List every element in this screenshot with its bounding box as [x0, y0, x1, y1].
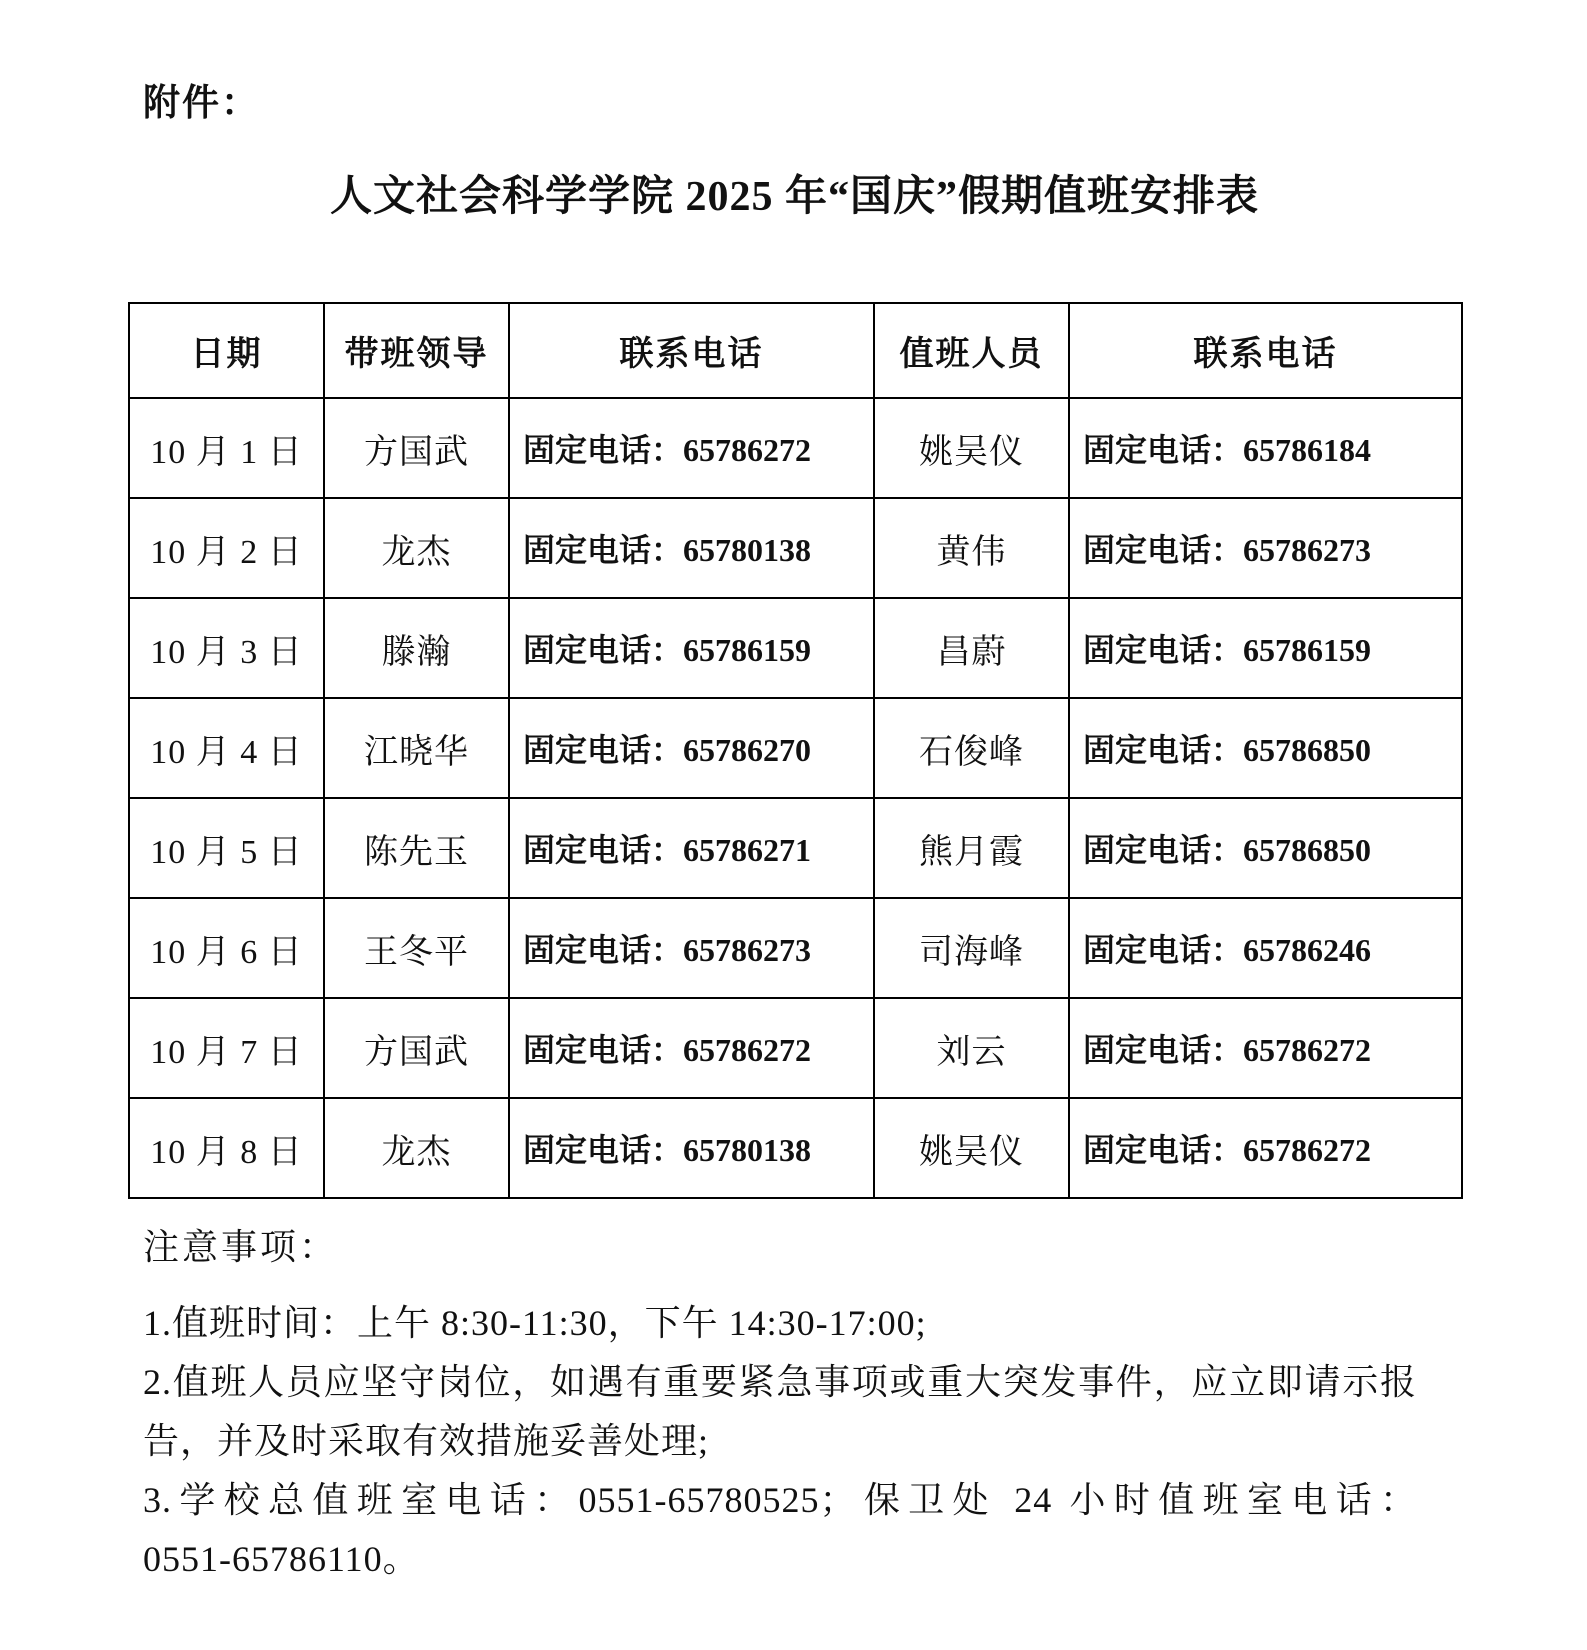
note-2-line-1: 2.值班人员应坚守岗位，如遇有重要紧急事项或重大突发事件，应立即请示报	[143, 1362, 1417, 1402]
date-cell: 10 月 2 日	[129, 498, 324, 598]
person-phone-cell: 固定电话：65786184	[1069, 398, 1462, 498]
attachment-label: 附件：	[143, 83, 260, 124]
duty-schedule-table	[128, 302, 1463, 1199]
leader-phone-cell: 固定电话：65786271	[509, 798, 874, 898]
person-phone-cell: 固定电话：65786159	[1069, 598, 1462, 698]
person-phone-cell: 固定电话：65786850	[1069, 798, 1462, 898]
person-cell: 熊月霞	[874, 798, 1069, 898]
person-cell: 刘云	[874, 998, 1069, 1098]
leader-phone-cell: 固定电话：65786272	[509, 998, 874, 1098]
leader-cell: 龙杰	[324, 1098, 509, 1198]
leader-phone-cell: 固定电话：65780138	[509, 1098, 874, 1198]
leader-phone-cell: 固定电话：65786270	[509, 698, 874, 798]
leader-cell: 滕瀚	[324, 598, 509, 698]
leader-cell: 龙杰	[324, 498, 509, 598]
date-cell: 10 月 5 日	[129, 798, 324, 898]
person-phone-cell: 固定电话：65786272	[1069, 998, 1462, 1098]
person-cell: 石俊峰	[874, 698, 1069, 798]
table-row	[129, 1098, 1462, 1198]
leader-phone-cell: 固定电话：65786273	[509, 898, 874, 998]
date-cell: 10 月 4 日	[129, 698, 324, 798]
leader-cell: 方国武	[324, 998, 509, 1098]
date-cell: 10 月 6 日	[129, 898, 324, 998]
date-cell: 10 月 3 日	[129, 598, 324, 698]
person-phone-cell: 固定电话：65786273	[1069, 498, 1462, 598]
person-cell: 昌蔚	[874, 598, 1069, 698]
column-header-leader-phone: 联系电话	[509, 303, 874, 398]
note-3-line-1: 3.学校总值班室电话：0551-65780525；保卫处 24 小时值班室电话：	[143, 1480, 1417, 1520]
table-row	[129, 498, 1462, 598]
column-header-leader: 带班领导	[324, 303, 509, 398]
date-cell: 10 月 1 日	[129, 398, 324, 498]
date-cell: 10 月 8 日	[129, 1098, 324, 1198]
table-row	[129, 698, 1462, 798]
person-phone-cell: 固定电话：65786850	[1069, 698, 1462, 798]
notes-heading: 注意事项：	[143, 1227, 339, 1267]
leader-cell: 陈先玉	[324, 798, 509, 898]
table-row	[129, 798, 1462, 898]
page-title: 人文社会科学学院 2025 年“国庆”假期值班安排表	[329, 174, 1259, 220]
note-2-line-2: 告，并及时采取有效措施妥善处理;	[143, 1421, 710, 1461]
person-cell: 姚吴仪	[874, 398, 1069, 498]
person-phone-cell: 固定电话：65786272	[1069, 1098, 1462, 1198]
person-cell: 司海峰	[874, 898, 1069, 998]
table-row	[129, 598, 1462, 698]
leader-cell: 江晓华	[324, 698, 509, 798]
table-row	[129, 898, 1462, 998]
column-header-person-phone: 联系电话	[1069, 303, 1462, 398]
table-row	[129, 998, 1462, 1098]
leader-phone-cell: 固定电话：65780138	[509, 498, 874, 598]
column-header-date: 日期	[129, 303, 324, 398]
notes-section	[143, 1218, 1417, 1589]
column-header-person: 值班人员	[874, 303, 1069, 398]
note-1: 1.值班时间：上午 8:30-11:30，下午 14:30-17:00;	[143, 1303, 927, 1343]
table-row	[129, 398, 1462, 498]
note-3-line-2: 0551-65786110。	[143, 1539, 420, 1579]
leader-phone-cell: 固定电话：65786159	[509, 598, 874, 698]
date-cell: 10 月 7 日	[129, 998, 324, 1098]
leader-cell: 王冬平	[324, 898, 509, 998]
table-header-row	[129, 303, 1462, 398]
leader-cell: 方国武	[324, 398, 509, 498]
person-cell: 黄伟	[874, 498, 1069, 598]
person-cell: 姚吴仪	[874, 1098, 1069, 1198]
leader-phone-cell: 固定电话：65786272	[509, 398, 874, 498]
person-phone-cell: 固定电话：65786246	[1069, 898, 1462, 998]
